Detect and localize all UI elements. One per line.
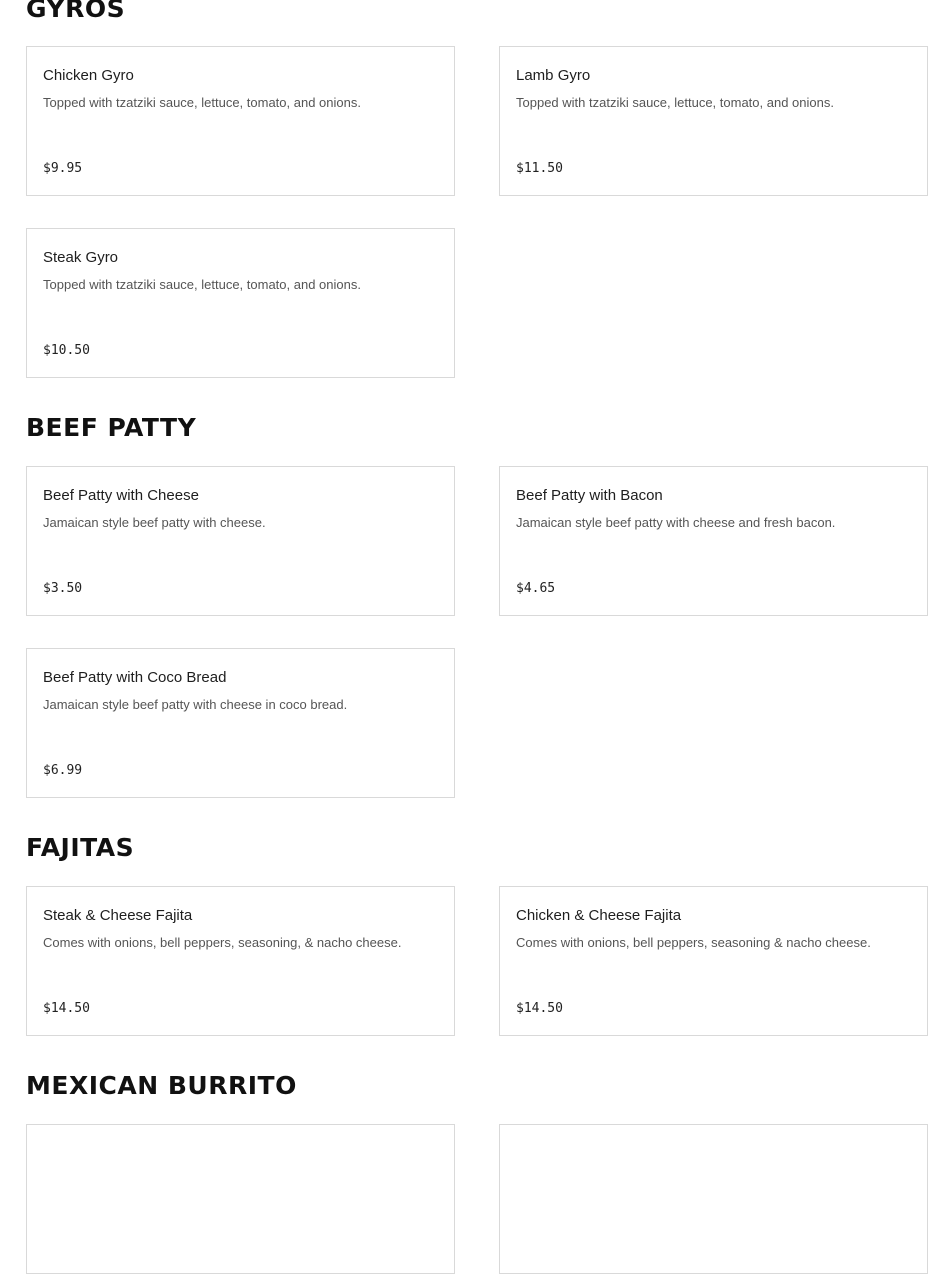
menu-item-card[interactable] <box>499 466 928 616</box>
menu-item-description: Jamaican style beef patty with cheese in coco bread. <box>43 697 348 712</box>
section-title-beef-patty: BEEF PATTY <box>26 413 197 442</box>
menu-item-card[interactable] <box>499 886 928 1036</box>
menu-item-price: $6.99 <box>43 763 83 778</box>
menu-item-card[interactable] <box>26 46 455 196</box>
menu-item-description: Topped with tzatziki sauce, lettuce, tomato, and onions. <box>43 277 361 292</box>
menu-item-price: $14.50 <box>516 1001 563 1016</box>
menu-item-price: $11.50 <box>516 161 563 176</box>
menu-item-card[interactable] <box>26 886 455 1036</box>
menu-item-price: $4.65 <box>516 581 556 596</box>
menu-item-card[interactable] <box>26 648 455 798</box>
menu-item-price: $14.50 <box>43 1001 90 1016</box>
menu-item-description: Jamaican style beef patty with cheese. <box>43 515 266 530</box>
menu-item-description: Comes with onions, bell peppers, seasoning & nacho cheese. <box>516 935 871 950</box>
menu-item-name: Chicken Gyro <box>43 67 134 84</box>
menu-item-card[interactable] <box>499 1124 928 1274</box>
menu-item-name: Chicken & Cheese Fajita <box>516 907 682 924</box>
menu-item-description: Jamaican style beef patty with cheese and fresh bacon. <box>516 515 836 530</box>
menu-item-card[interactable] <box>26 228 455 378</box>
section-title-gyros: GYROS <box>26 0 126 23</box>
menu-item-name: Lamb Gyro <box>516 67 591 84</box>
menu-item-price: $10.50 <box>43 343 90 358</box>
menu-item-name: Beef Patty with Cheese <box>43 487 199 504</box>
menu-item-name: Beef Patty with Coco Bread <box>43 669 227 686</box>
menu-item-card[interactable] <box>26 1124 455 1274</box>
menu-item-price: $3.50 <box>43 581 83 596</box>
menu-item-name: Steak Gyro <box>43 249 119 266</box>
section-title-mexican-burrito: MEXICAN BURRITO <box>26 1071 297 1100</box>
menu-item-card[interactable] <box>499 46 928 196</box>
menu-item-name: Steak & Cheese Fajita <box>43 907 193 924</box>
menu-item-description: Comes with onions, bell peppers, seasoning, & nacho cheese. <box>43 935 402 950</box>
menu-item-description: Topped with tzatziki sauce, lettuce, tomato, and onions. <box>516 95 834 110</box>
menu-item-description: Topped with tzatziki sauce, lettuce, tomato, and onions. <box>43 95 361 110</box>
menu-item-price: $9.95 <box>43 161 83 176</box>
menu-item-name: Beef Patty with Bacon <box>516 487 663 504</box>
menu-item-card[interactable] <box>26 466 455 616</box>
section-title-fajitas: FAJITAS <box>26 833 135 862</box>
